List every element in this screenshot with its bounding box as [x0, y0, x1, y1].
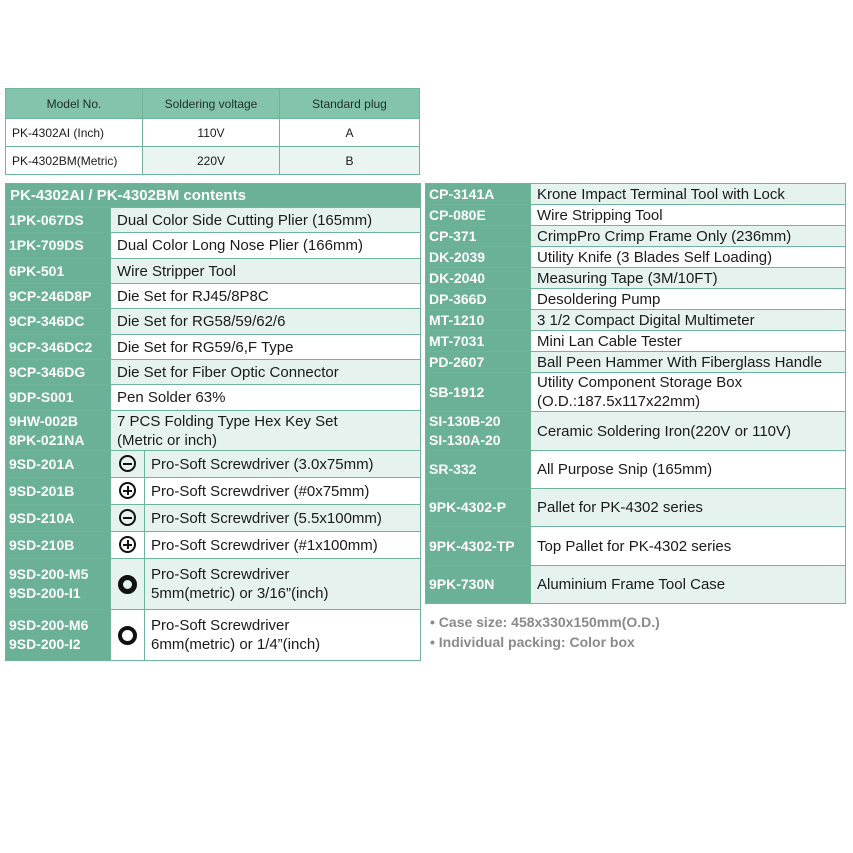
list-item	[426, 268, 846, 289]
list-item	[6, 259, 421, 284]
voltage-table-header	[6, 89, 420, 119]
item-description: All Purpose Snip (165mm)	[537, 461, 713, 478]
item-description: 7 PCS Folding Type Hex Key Set	[117, 412, 338, 430]
item-code-cell	[6, 505, 111, 532]
item-description-cell	[145, 451, 421, 478]
voltage-cell: 220V	[143, 147, 280, 175]
item-description: Mini Lan Cable Tester	[537, 332, 682, 350]
contents-table-right	[425, 183, 846, 604]
item-description-cell	[111, 411, 421, 451]
phillips-screw-icon	[119, 482, 136, 499]
item-code: 9SD-200-M5	[9, 566, 89, 582]
item-code: DK-2039	[429, 248, 486, 265]
model-cell: PK-4302BM(Metric)	[6, 147, 143, 175]
item-code-cell	[6, 610, 111, 661]
list-item	[6, 385, 421, 411]
item-code: SI-130B-20	[429, 413, 501, 429]
list-item	[426, 247, 846, 268]
item-description: Die Set for Fiber Optic Connector	[117, 363, 339, 381]
item-code-cell	[426, 310, 531, 331]
item-description: Die Set for RG59/6,F Type	[117, 338, 294, 356]
item-code-cell	[426, 373, 531, 412]
item-description-cell	[111, 259, 421, 284]
item-code-alt: 9SD-200-I1	[9, 585, 81, 601]
model-cell: PK-4302AI (Inch)	[6, 119, 143, 147]
item-description: Ball Peen Hammer With Fiberglass Handle	[537, 353, 823, 371]
item-description-cell	[531, 289, 846, 310]
item-description-cell	[531, 268, 846, 289]
item-description-cell	[531, 310, 846, 331]
list-item	[6, 411, 421, 451]
screwdriver-row	[6, 478, 421, 505]
item-description-cell	[531, 247, 846, 268]
list-item	[426, 527, 846, 566]
slotted-screw-icon	[119, 509, 136, 526]
item-code-cell	[6, 335, 111, 360]
phillips-screw-icon	[119, 536, 136, 553]
item-description-cell	[111, 233, 421, 259]
item-code-cell	[6, 233, 111, 259]
voltage-table-row	[6, 119, 420, 147]
item-description-cell	[531, 489, 846, 527]
item-description-cell	[531, 352, 846, 373]
list-item	[6, 208, 421, 233]
item-description-cell	[531, 527, 846, 566]
item-description-cell	[531, 205, 846, 226]
list-item	[426, 310, 846, 331]
item-code-cell	[426, 412, 531, 451]
item-code: 9SD-201B	[9, 482, 75, 499]
item-description: Pro-Soft Screwdriver (3.0x75mm)	[151, 455, 374, 473]
item-description: Wire Stripper Tool	[117, 262, 236, 280]
item-description-cell	[145, 610, 421, 661]
item-code: CP-080E	[429, 206, 486, 223]
item-code: 1PK-067DS	[9, 211, 84, 228]
item-code: 9PK-730N	[429, 576, 495, 592]
item-description-cell	[111, 385, 421, 411]
item-description-cell	[111, 360, 421, 385]
item-description: Pro-Soft Screwdriver (#0x75mm)	[151, 482, 370, 500]
contents-title-row	[6, 184, 421, 208]
header-model-no: Model No.	[6, 89, 143, 119]
list-item	[426, 451, 846, 489]
item-code-cell	[426, 289, 531, 310]
item-code-cell	[6, 309, 111, 335]
item-code: 9SD-201A	[9, 455, 75, 472]
item-code-cell	[6, 208, 111, 233]
item-code-cell	[426, 184, 531, 205]
item-description: Pro-Soft Screwdriver (#1x100mm)	[151, 536, 378, 554]
tip-icon-cell	[111, 478, 145, 505]
item-description: Die Set for RG58/59/62/6	[117, 313, 286, 330]
item-code: 9DP-S001	[9, 389, 74, 405]
item-code: MT-7031	[429, 332, 485, 349]
voltage-cell: 110V	[143, 119, 280, 147]
screwdriver-row	[6, 532, 421, 559]
item-description: Dual Color Side Cutting Plier (165mm)	[117, 211, 373, 229]
item-description: Utility Knife (3 Blades Self Loading)	[537, 248, 773, 266]
item-code: DP-366D	[429, 290, 487, 307]
case-size-note: • Case size: 458x330x150mm(O.D.)	[430, 614, 660, 630]
item-code: 9HW-002B	[9, 412, 78, 429]
item-description-cell	[531, 566, 846, 604]
contents-table-left	[5, 183, 421, 661]
item-description-cell	[145, 532, 421, 559]
item-code-cell	[426, 451, 531, 489]
item-description-cell	[145, 478, 421, 505]
item-description: Ceramic Soldering Iron(220V or 110V)	[537, 422, 792, 440]
item-description: Desoldering Pump	[537, 290, 661, 308]
item-description-detail: 5mm(metric) or 3/16”(inch)	[151, 585, 329, 602]
slotted-screw-icon	[119, 455, 136, 472]
list-item	[426, 289, 846, 310]
item-description: Wire Stripping Tool	[537, 206, 663, 224]
hex-socket-icon	[118, 575, 137, 594]
list-item	[426, 331, 846, 352]
item-description-detail: 6mm(metric) or 1/4”(inch)	[151, 636, 321, 653]
item-description-cell	[531, 331, 846, 352]
list-item	[6, 233, 421, 259]
item-code-cell	[6, 478, 111, 505]
tip-icon-cell	[111, 610, 145, 661]
item-description-cell	[111, 335, 421, 360]
item-code-cell	[6, 532, 111, 559]
item-code: 1PK-709DS	[9, 237, 84, 253]
tip-icon-cell	[111, 451, 145, 478]
screwdriver-row	[6, 610, 421, 661]
list-item	[426, 373, 846, 412]
item-code: 9SD-210B	[9, 536, 75, 553]
voltage-table	[5, 88, 420, 175]
item-code-cell	[6, 559, 111, 610]
item-description-cell	[111, 309, 421, 335]
tip-icon-cell	[111, 532, 145, 559]
item-description: Pallet for PK-4302 series	[537, 499, 703, 516]
item-code-cell	[6, 385, 111, 411]
item-code: 9CP-346DG	[9, 363, 86, 380]
item-description: Die Set for RJ45/8P8C	[117, 287, 269, 305]
item-code-alt: 9SD-200-I2	[9, 636, 81, 652]
item-code-cell	[6, 259, 111, 284]
item-code: SB-1912	[429, 383, 485, 400]
list-item	[426, 205, 846, 226]
item-code-cell	[426, 527, 531, 566]
item-code: 6PK-501	[9, 262, 65, 279]
item-description-cell	[531, 184, 846, 205]
item-code-cell	[426, 268, 531, 289]
tip-icon-cell	[111, 505, 145, 532]
item-code-cell	[426, 352, 531, 373]
item-code-cell	[6, 411, 111, 451]
list-item	[426, 412, 846, 451]
item-description-cell	[111, 284, 421, 309]
item-code: 9PK-4302-TP	[429, 537, 515, 554]
item-code-cell	[426, 247, 531, 268]
item-code-cell	[426, 331, 531, 352]
item-code: 9CP-246D8P	[9, 287, 92, 304]
item-code: SR-332	[429, 461, 477, 477]
item-description: Dual Color Long Nose Plier (166mm)	[117, 237, 363, 254]
item-code-alt: SI-130A-20	[429, 432, 501, 448]
item-code: MT-1210	[429, 311, 485, 328]
item-description: Pro-Soft Screwdriver	[151, 617, 290, 634]
notes	[430, 612, 660, 652]
header-soldering-voltage: Soldering voltage	[143, 89, 280, 119]
item-description: Pro-Soft Screwdriver	[151, 566, 290, 583]
list-item	[6, 309, 421, 335]
list-item	[426, 489, 846, 527]
list-item	[426, 226, 846, 247]
item-code-cell	[426, 226, 531, 247]
item-description-cell	[145, 505, 421, 532]
item-code: 9CP-346DC	[9, 313, 85, 329]
item-description-cell	[145, 559, 421, 610]
contents-title: PK-4302AI / PK-4302BM contents	[6, 184, 421, 208]
list-item	[6, 360, 421, 385]
item-code: 9SD-210A	[9, 509, 75, 526]
item-code: CP-3141A	[429, 185, 495, 202]
item-code-cell	[6, 360, 111, 385]
list-item	[426, 184, 846, 205]
item-code-cell	[426, 205, 531, 226]
item-description-detail: (O.D.:187.5x117x22mm)	[537, 393, 701, 410]
tip-icon-cell	[111, 559, 145, 610]
list-item	[6, 335, 421, 360]
item-description: Pen Solder 63%	[117, 389, 226, 406]
hex-socket-icon	[118, 626, 137, 645]
item-description: Measuring Tape (3M/10FT)	[537, 269, 718, 287]
item-description: Utility Component Storage Box	[537, 374, 743, 391]
screwdriver-row	[6, 451, 421, 478]
plug-cell: A	[280, 119, 420, 147]
screwdriver-row	[6, 505, 421, 532]
item-description: Top Pallet for PK-4302 series	[537, 537, 732, 555]
item-description: Krone Impact Terminal Tool with Lock	[537, 185, 785, 203]
item-description-cell	[111, 208, 421, 233]
item-description: Aluminium Frame Tool Case	[537, 576, 726, 593]
item-code-cell	[426, 489, 531, 527]
item-description-detail: (Metric or inch)	[117, 431, 218, 449]
header-standard-plug: Standard plug	[280, 89, 420, 119]
item-code: CP-371	[429, 227, 477, 244]
list-item	[426, 352, 846, 373]
list-item	[426, 566, 846, 604]
screwdriver-row	[6, 559, 421, 610]
voltage-table-row	[6, 147, 420, 175]
item-description-cell	[531, 373, 846, 412]
item-code-cell	[426, 566, 531, 604]
item-code: PD-2607	[429, 353, 485, 370]
plug-cell: B	[280, 147, 420, 175]
item-code: 9CP-346DC2	[9, 338, 93, 355]
item-code-alt: 8PK-021NA	[9, 431, 85, 448]
item-description-cell	[531, 226, 846, 247]
item-description-cell	[531, 412, 846, 451]
item-code-cell	[6, 284, 111, 309]
item-description: 3 1/2 Compact Digital Multimeter	[537, 311, 755, 329]
item-description-cell	[531, 451, 846, 489]
packing-note: • Individual packing: Color box	[430, 634, 635, 650]
item-description: CrimpPro Crimp Frame Only (236mm)	[537, 227, 792, 245]
list-item	[6, 284, 421, 309]
item-code: DK-2040	[429, 269, 486, 286]
item-code: 9SD-200-M6	[9, 617, 89, 633]
item-code: 9PK-4302-P	[429, 499, 507, 515]
item-description: Pro-Soft Screwdriver (5.5x100mm)	[151, 509, 382, 527]
item-code-cell	[6, 451, 111, 478]
